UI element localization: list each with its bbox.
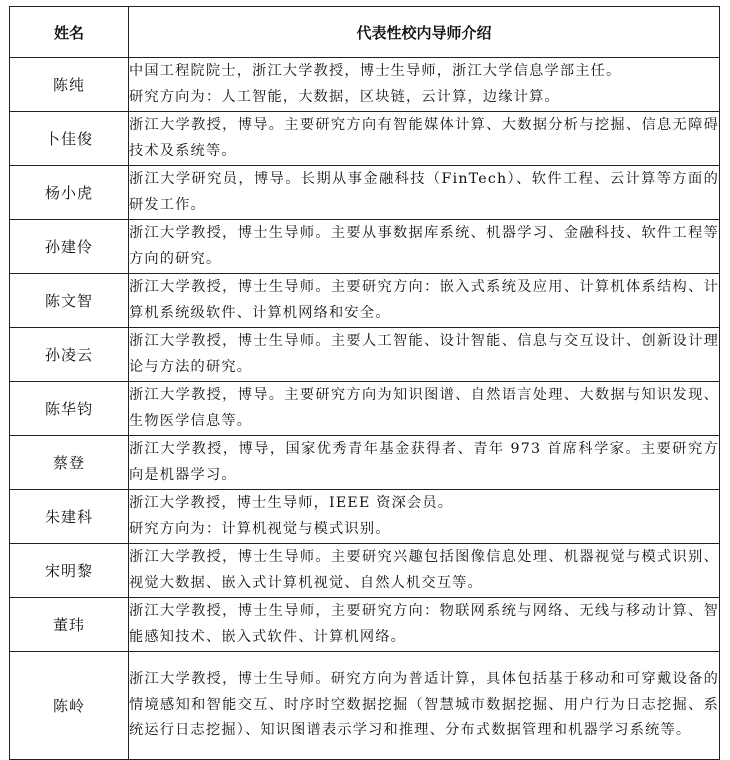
description-line: 浙江大学教授，博士生导师。主要研究兴趣包括图像信息处理、机器视觉与模式识别、视觉大数据、嵌入式计算机视觉、自然人机交互等。	[129, 549, 719, 591]
mentor-name: 陈岭	[10, 652, 129, 760]
description-line: 研究方向为：计算机视觉与模式识别。	[129, 520, 391, 537]
description-line: 浙江大学教授，博导，国家优秀青年基金获得者、青年 973 首席科学家。主要研究方向是机器学习。	[129, 441, 719, 483]
mentor-table	[9, 6, 720, 760]
mentor-description	[129, 652, 720, 760]
table-row	[10, 274, 720, 328]
mentor-description	[129, 220, 720, 274]
mentor-description	[129, 112, 720, 166]
table-row	[10, 544, 720, 598]
mentor-name: 杨小虎	[10, 166, 129, 220]
mentor-description	[129, 598, 720, 652]
mentor-description	[129, 274, 720, 328]
table-row	[10, 166, 720, 220]
mentor-description	[129, 544, 720, 598]
description-line: 浙江大学教授，博士生导师，主要研究方向：物联网系统与网络、无线与移动计算、智能感知技术、嵌入式软件、计算机网络。	[129, 603, 719, 645]
mentor-name: 陈文智	[10, 274, 129, 328]
mentor-name: 陈华钧	[10, 382, 129, 436]
mentor-name: 宋明黎	[10, 544, 129, 598]
header-row	[10, 7, 720, 58]
mentor-name: 孙凌云	[10, 328, 129, 382]
header-name: 姓名	[10, 7, 129, 58]
description-line: 浙江大学研究员，博导。长期从事金融科技（FinTech）、软件工程、云计算等方面的研发工作。	[129, 171, 719, 213]
description-line: 浙江大学教授，博士生导师。主要研究方向：嵌入式系统及应用、计算机体系结构、计算机系统级软件、计算机网络和安全。	[129, 279, 719, 321]
mentor-name: 董玮	[10, 598, 129, 652]
header-desc: 代表性校内导师介绍	[129, 7, 720, 58]
mentor-name: 卜佳俊	[10, 112, 129, 166]
table-row	[10, 382, 720, 436]
mentor-description	[129, 436, 720, 490]
mentor-name: 朱建科	[10, 490, 129, 544]
description-line: 研究方向为：人工智能，大数据，区块链，云计算，边缘计算。	[129, 88, 560, 105]
description-line: 浙江大学教授，博导。主要研究方向为知识图谱、自然语言处理、大数据与知识发现、生物医学信息等。	[129, 387, 719, 429]
table-body	[10, 58, 720, 760]
mentor-name: 陈纯	[10, 58, 129, 112]
description-line: 浙江大学教授，博士生导师，IEEE 资深会员。	[129, 495, 454, 511]
description-line: 中国工程院院士，浙江大学教授，博士生导师，浙江大学信息学部主任。	[129, 63, 622, 79]
mentor-description	[129, 328, 720, 382]
mentor-description	[129, 490, 720, 544]
description-line: 浙江大学教授，博士生导师。研究方向为普适计算，具体包括基于移动和可穿戴设备的情境感知和智能交互、时序时空数据挖掘（智慧城市数据挖掘、用户行为日志挖掘、系统运行日志挖掘）、知识图谱表示学习和推理、分布式数据管理和机器学习系统等。	[129, 671, 719, 739]
mentor-name: 蔡登	[10, 436, 129, 490]
description-line: 浙江大学教授，博士生导师。主要人工智能、设计智能、信息与交互设计、创新设计理论与方法的研究。	[129, 333, 719, 375]
mentor-description	[129, 58, 720, 112]
table-row	[10, 112, 720, 166]
description-line: 浙江大学教授，博士生导师。主要从事数据库系统、机器学习、金融科技、软件工程等方向的研究。	[129, 225, 719, 267]
table-row	[10, 436, 720, 490]
table-row	[10, 58, 720, 112]
table-row	[10, 220, 720, 274]
mentor-description	[129, 382, 720, 436]
mentor-name: 孙建伶	[10, 220, 129, 274]
mentor-description	[129, 166, 720, 220]
table-row	[10, 328, 720, 382]
description-line: 浙江大学教授，博导。主要研究方向有智能媒体计算、大数据分析与挖掘、信息无障碍技术及系统等。	[129, 117, 719, 159]
table-row	[10, 652, 720, 760]
table-row	[10, 598, 720, 652]
table-row	[10, 490, 720, 544]
